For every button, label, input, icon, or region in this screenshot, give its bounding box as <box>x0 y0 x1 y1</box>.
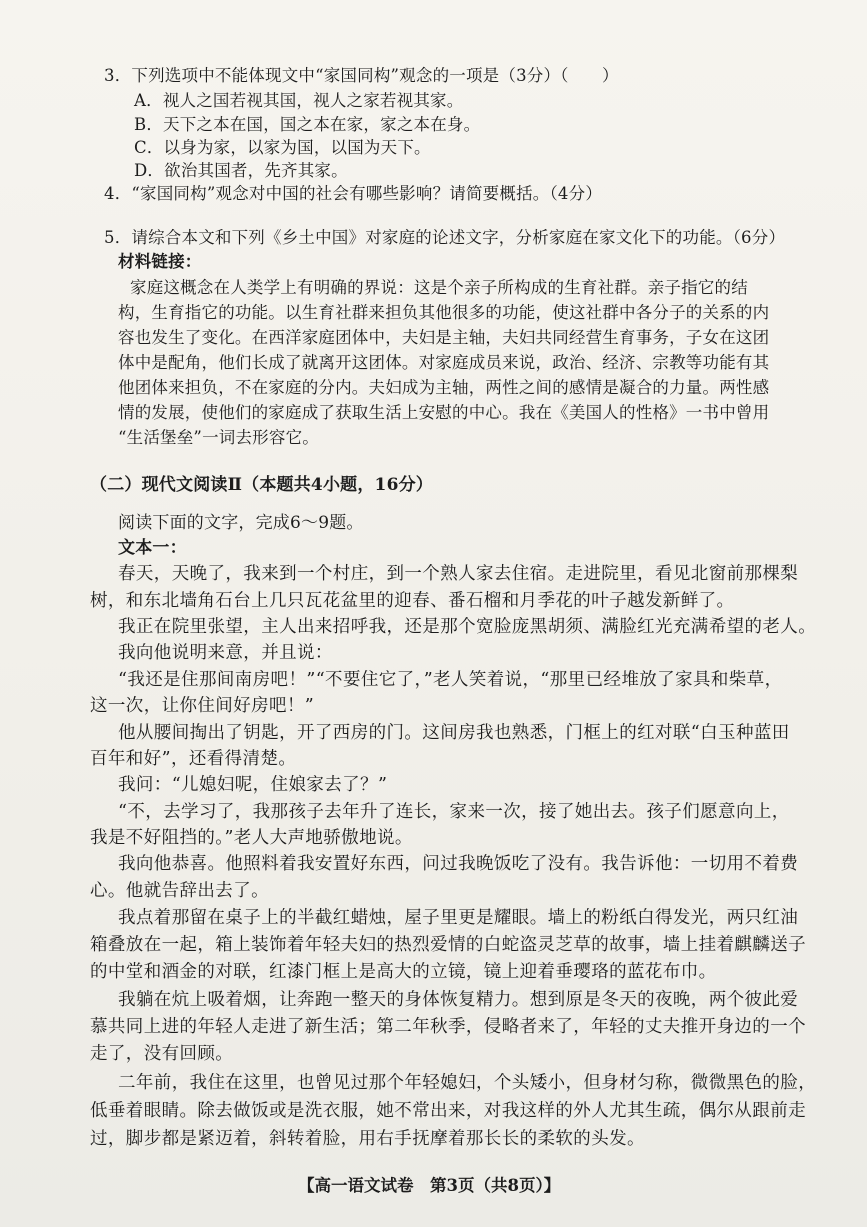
passage-line: 我是不好阻挡的。”老人大声地骄傲地说。 <box>90 828 413 848</box>
passage-line: 二年前，我住在这里，也曾见过那个年轻媳妇，个头矮小，但身材匀称，微微黑色的脸， <box>118 1073 817 1093</box>
passage-line: 我点着那留在桌子上的半截红蜡烛，屋子里更是耀眼。墙上的粉纸白得发光，两只红油 <box>118 908 799 928</box>
question-5: 5．请综合本文和下列《乡土中国》对家庭的论述文字，分析家庭在家文化下的功能。（6分） <box>104 228 786 247</box>
passage-line: “不，去学习了，我那孩子去年升了连长，家来一次，接了她出去。孩子们愿意向上， <box>118 802 790 822</box>
passage-line: 低垂着眼睛。除去做饭或是洗衣服，她不常出来，对我这样的外人尤其生疏，偶尔从跟前走 <box>90 1101 806 1121</box>
passage-line: 春天，天晚了，我来到一个村庄，到一个熟人家去住宿。走进院里，看见北窗前那棵梨 <box>118 564 799 584</box>
passage-line: 树，和东北墙角石台上几只瓦花盆里的迎春、番石榴和月季花的叶子越发新鲜了。 <box>90 591 735 611</box>
material-line: 家庭这概念在人类学上有明确的界说：这是个亲子所构成的生育社群。亲子指它的结 <box>130 278 748 297</box>
question-3-option-d: D．欲治其国者，先齐其家。 <box>134 161 348 180</box>
question-3-option-c: C．以身为家，以家为国，以国为天下。 <box>134 138 431 157</box>
material-line: 容也发生了变化。在西洋家庭团体中，夫妇是主轴，夫妇共同经营生育事务，子女在这团 <box>118 328 770 347</box>
question-3: 3．下列选项中不能体现文中“家国同构”观念的一项是（3分）（ ） <box>104 66 619 85</box>
question-4: 4．“家国同构”观念对中国的社会有哪些影响？请简要概括。（4分） <box>104 184 603 203</box>
material-heading: 材料链接： <box>118 252 202 271</box>
question-3-option-a: A．视人之国若视其国，视人之家若视其家。 <box>134 91 464 110</box>
material-line: 体中是配角，他们长成了就离开这团体。对家庭成员来说，政治、经济、宗教等功能有其 <box>118 353 770 372</box>
passage-line: 慕共同上进的年轻人走进了新生活；第二年秋季，侵略者来了，年轻的丈夫推开身边的一个 <box>90 1017 806 1037</box>
page-footer: 【高一语文试卷 第3页（共8页）】 <box>298 1176 561 1195</box>
passage-line: 我问：“儿媳妇呢，住娘家去了？” <box>118 775 388 795</box>
passage-line: 心。他就告辞出去了。 <box>90 881 269 901</box>
section-title: （二）现代文阅读Ⅱ（本题共4小题，16分） <box>90 475 434 495</box>
passage-line: 箱叠放在一起，箱上装饰着年轻夫妇的热烈爱情的白蛇盗灵芝草的故事，墙上挂着麒麟送子 <box>90 935 806 955</box>
passage-line: 走了，没有回顾。 <box>90 1044 234 1064</box>
material-line: 他团体来担负，不在家庭的分内。夫妇成为主轴，两性之间的感情是凝合的力量。两性感 <box>118 378 770 397</box>
section-instruction: 阅读下面的文字，完成6～9题。 <box>118 513 364 533</box>
passage-line: 这一次，让你住间好房吧！” <box>90 696 315 716</box>
passage-line: “我还是住那间南房吧！”“不要住它了，”老人笑着说，“那里已经堆放了家具和柴草， <box>118 670 783 690</box>
passage-line: 他从腰间掏出了钥匙，开了西房的门。这间房我也熟悉，门框上的红对联“白玉种蓝田 <box>118 723 790 743</box>
question-3-option-b: B．天下之本在国，国之本在家，家之本在身。 <box>134 115 481 134</box>
material-line: 构，生育指它的功能。以生育社群来担负其他很多的功能，使这社群中各分子的关系的内 <box>118 303 770 322</box>
passage-line: 过，脚步都是紧迈着，斜转着脸，用右手抚摩着那长长的柔软的头发。 <box>90 1129 645 1149</box>
passage-line: 我向他恭喜。他照料着我安置好东西，问过我晚饭吃了没有。我告诉他：一切用不着费 <box>118 854 799 874</box>
material-line: 情的发展，使他们的家庭成了获取生活上安慰的中心。我在《美国人的性格》一书中曾用 <box>118 403 770 422</box>
passage-line: 百年和好”，还看得清楚。 <box>90 749 297 769</box>
passage-line: 我正在院里张望，主人出来招呼我，还是那个宽脸庞黑胡须、满脸红光充满希望的老人。 <box>118 617 817 637</box>
passage-line: 我躺在炕上吸着烟，让奔跑一整天的身体恢复精力。想到原是冬天的夜晚，两个彼此爱 <box>118 990 799 1010</box>
passage-line: 的中堂和酒金的对联，红漆门框上是高大的立镜，镜上迎着垂璎珞的蓝花布巾。 <box>90 962 717 982</box>
material-line: “生活堡垒”一词去形容它。 <box>118 428 319 447</box>
passage-line: 我向他说明来意，并且说： <box>118 643 333 663</box>
text-label: 文本一： <box>118 538 187 558</box>
